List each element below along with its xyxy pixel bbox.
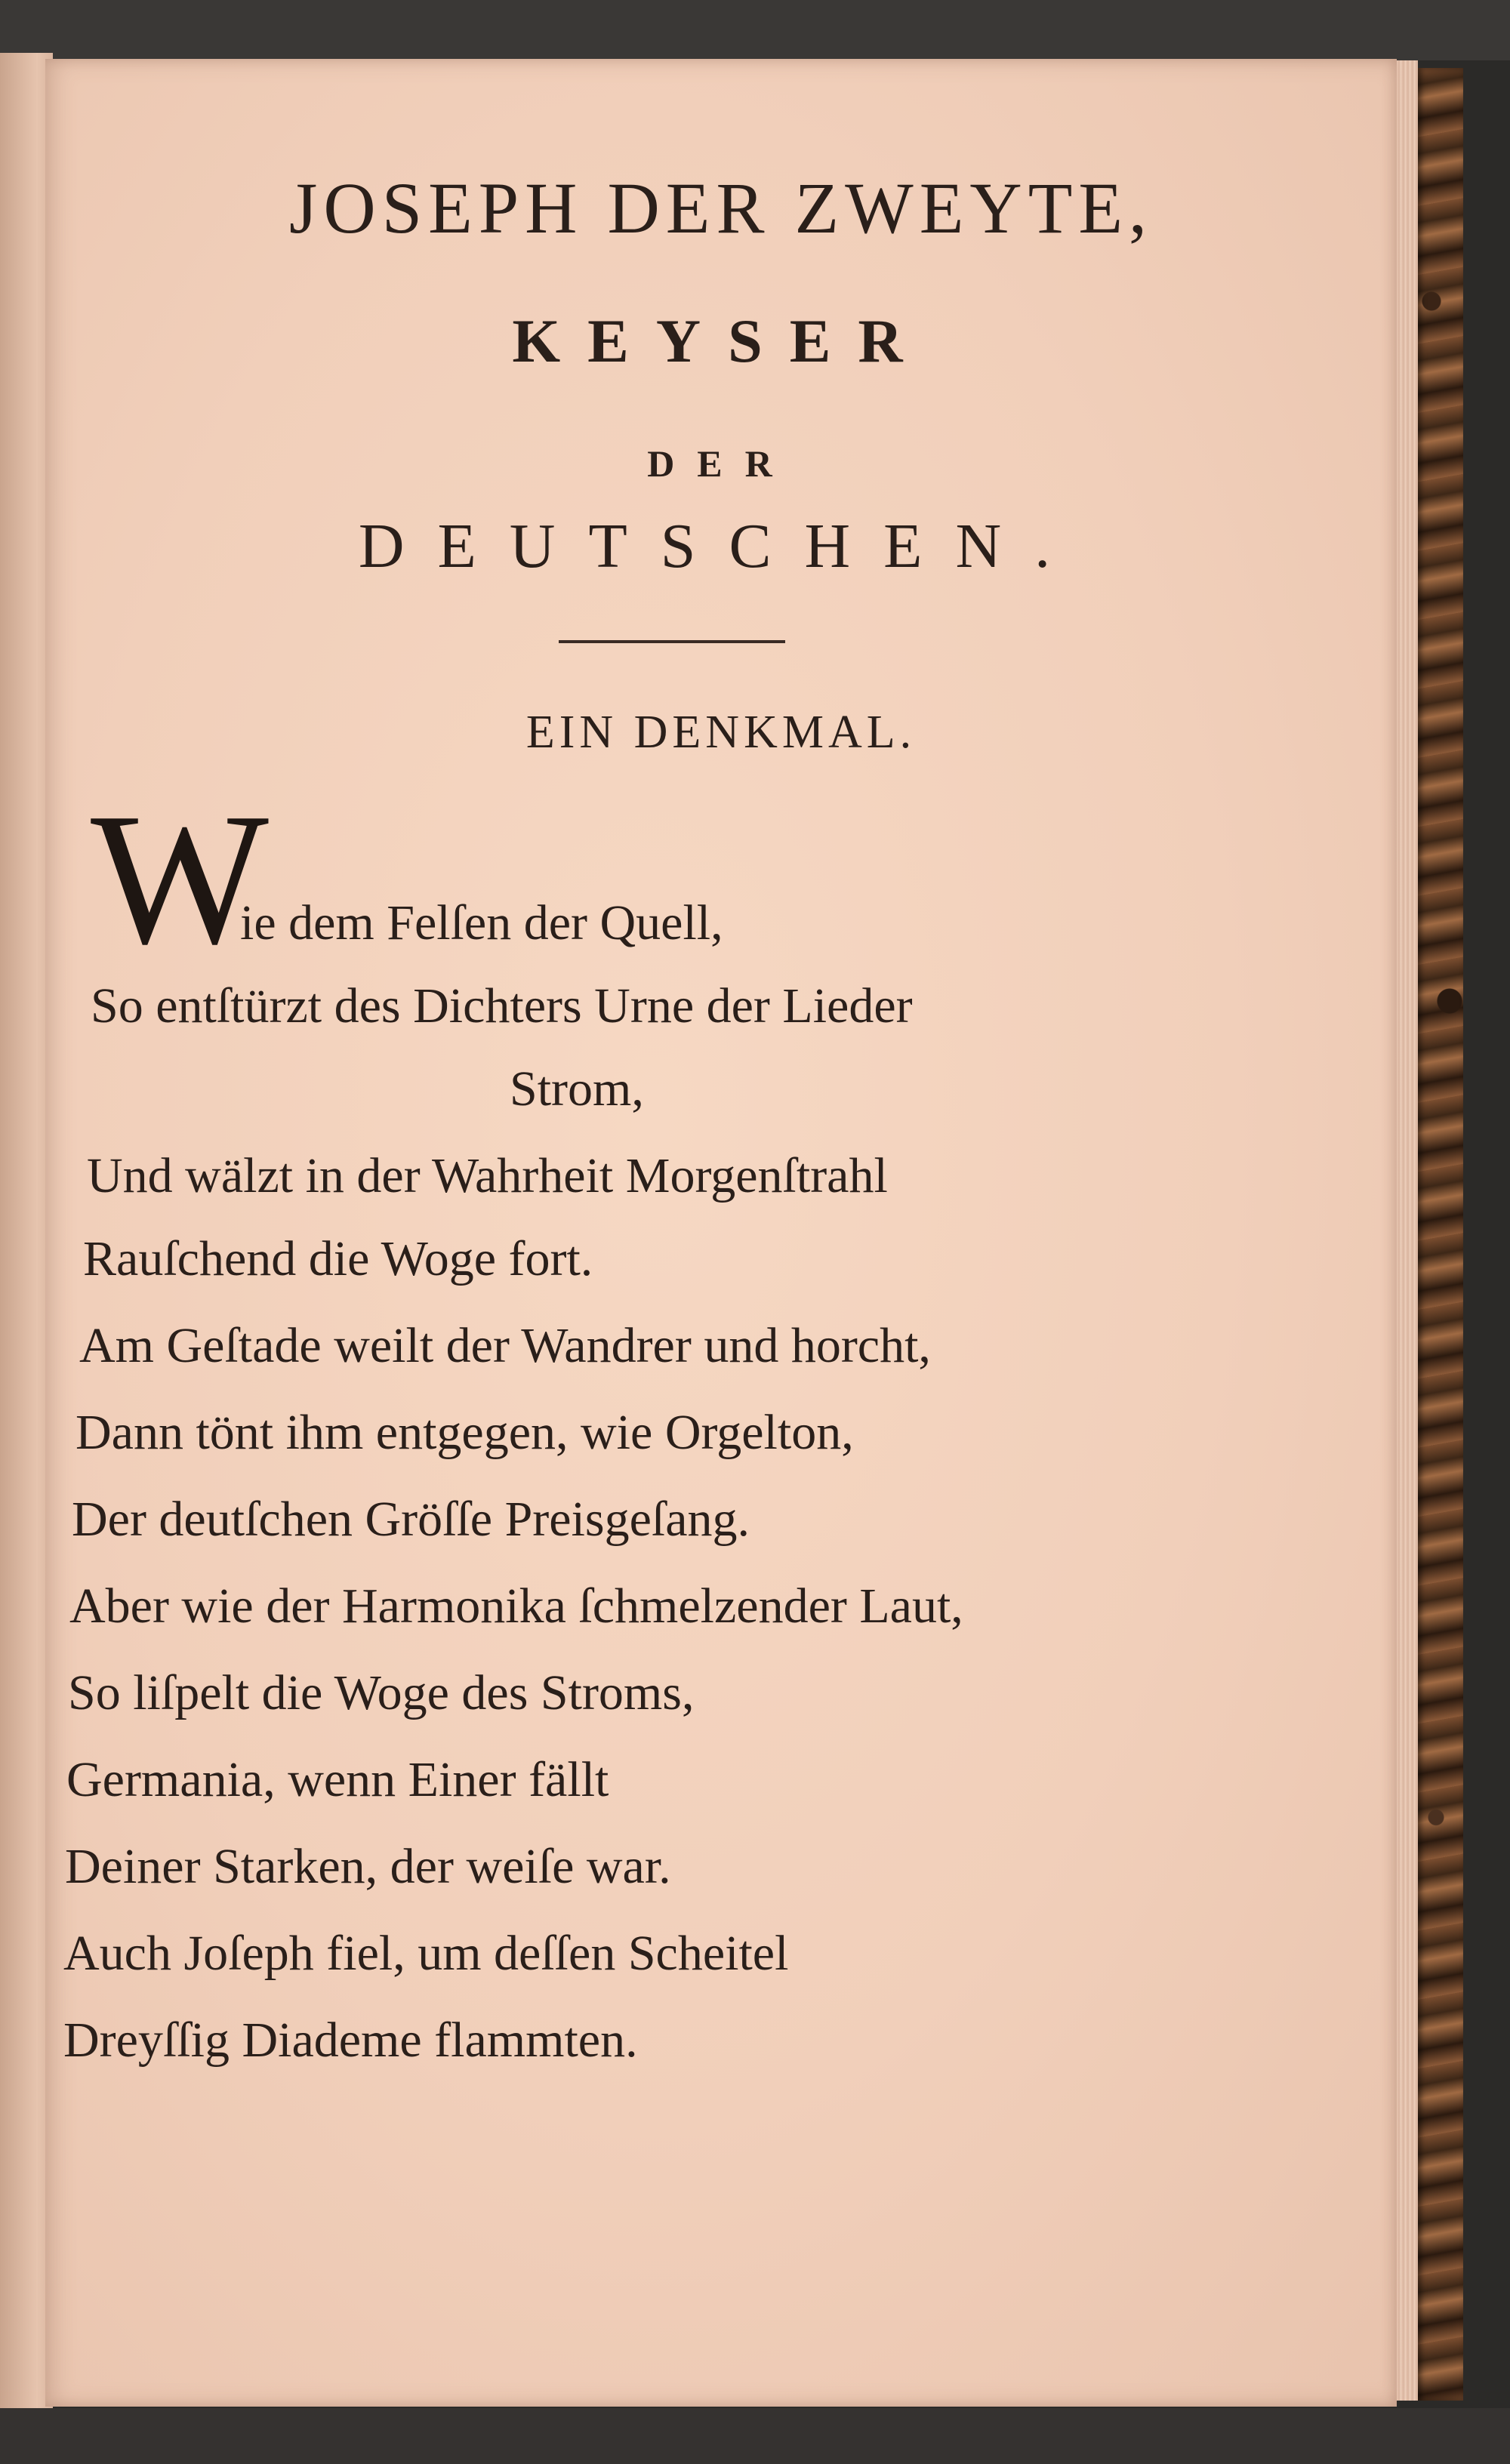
verse-line-1: ie dem Felſen der Quell, — [240, 895, 723, 950]
verse-line-5: Rauſchend die Woge fort. — [83, 1231, 593, 1286]
backdrop — [0, 0, 1510, 60]
title-line-4: DEUTSCHEN. — [358, 511, 1084, 581]
subtitle: EIN DENKMAL. — [525, 707, 917, 758]
drop-cap: W — [91, 775, 269, 984]
backdrop-bottom — [0, 2408, 1510, 2464]
verse-line-2: So entſtürzt des Dichters Urne der Lieder — [91, 978, 913, 1033]
verse-line-13: Auch Joſeph fiel, um deſſen Scheitel — [63, 1926, 789, 1981]
verse-line-7: Dann tönt ihm entgegen, wie Orgelton, — [76, 1405, 854, 1460]
verse-line-4: Und wälzt in der Wahrheit Morgenſtrahl — [87, 1148, 888, 1203]
page-edges — [1397, 60, 1418, 2401]
verse-line-8: Der deutſchen Gröſſe Preisgeſang. — [72, 1492, 750, 1547]
title-line-3: DER — [647, 442, 795, 485]
verse-line-10: So liſpelt die Woge des Stroms, — [68, 1665, 695, 1720]
verse-line-12: Deiner Starken, der weiſe war. — [65, 1839, 671, 1894]
verse-line-14: Dreyſſig Diademe flammten. — [63, 2013, 638, 2068]
verse-line-9: Aber wie der Harmonika ſchmelzender Laut, — [69, 1578, 963, 1634]
verse-line-6: Am Geſtade weilt der Wandrer und horcht, — [79, 1318, 931, 1373]
verse-line-3: Strom, — [510, 1061, 644, 1116]
title-line-2: KEYSER — [512, 306, 930, 375]
divider-rule — [559, 640, 785, 643]
title-line-1: JOSEPH DER ZWEYTE, — [289, 168, 1153, 248]
verse-line-11: Germania, wenn Einer fällt — [66, 1752, 609, 1807]
marbled-cover — [1418, 68, 1463, 2401]
